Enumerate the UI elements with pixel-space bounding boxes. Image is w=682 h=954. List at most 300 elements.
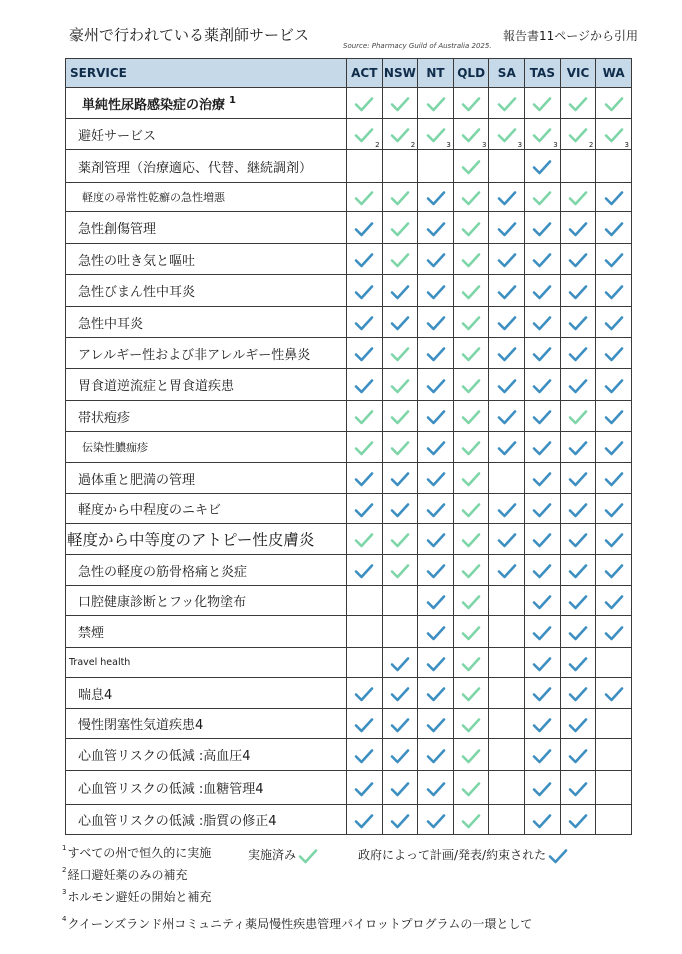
status-cell [596,709,632,739]
check-icon-planned [568,252,588,268]
check-icon-planned [532,221,552,237]
status-cell [489,212,525,244]
service-label: 伝染性膿痂疹 [66,432,347,463]
status-cell [525,183,561,212]
footnote-marker: 3 [553,141,558,149]
check-icon-planned [568,563,588,579]
footnotes-and-legend [58,842,658,952]
check-icon-planned [354,284,374,300]
table-row [66,150,632,183]
status-cell [560,432,596,463]
status-cell [489,616,525,648]
status-cell [560,275,596,307]
status-cell [560,771,596,805]
check-icon-planned [354,781,374,797]
check-icon-planned [497,252,517,268]
check-icon-planned [497,532,517,548]
check-icon-planned [532,563,552,579]
check-icon-done [461,252,481,268]
status-cell [489,338,525,369]
check-icon-done [461,440,481,456]
status-cell [596,648,632,678]
check-icon-planned [426,409,446,425]
check-icon-planned [568,625,588,641]
status-cell [418,648,454,678]
status-cell [382,771,418,805]
status-cell [418,463,454,494]
table-row [66,244,632,275]
check-icon-planned [426,252,446,268]
status-cell [596,616,632,648]
check-icon-planned [426,625,446,641]
service-label: 口腔健康診断とフッ化物塗布 [66,586,347,616]
check-icon-planned [354,563,374,579]
status-cell [346,648,382,678]
check-icon-planned [568,378,588,394]
check-icon-planned [497,190,517,206]
status-cell [418,338,454,369]
check-icon-planned [568,813,588,829]
status-cell [525,805,561,835]
check-icon-planned [426,502,446,518]
check-icon-planned [604,532,624,548]
check-icon-planned [426,656,446,672]
status-cell [525,678,561,709]
check-icon-planned [604,346,624,362]
check-icon-done [461,190,481,206]
footnote-marker: 3 [446,141,451,149]
status-cell [489,805,525,835]
status-cell [418,369,454,401]
status-cell [560,150,596,183]
status-cell [418,119,454,150]
check-icon-done [426,127,446,143]
state-header: NT [418,59,454,88]
status-cell [560,709,596,739]
status-cell [382,463,418,494]
status-cell [596,212,632,244]
status-cell [382,739,418,771]
status-cell [560,369,596,401]
footnote-marker: 3 [517,141,523,149]
check-icon-planned [568,781,588,797]
status-cell [596,183,632,212]
footnote-marker: 2 [588,141,594,149]
check-icon-planned [604,686,624,702]
status-cell [596,494,632,524]
status-cell [596,307,632,338]
status-cell [560,463,596,494]
status-cell [382,616,418,648]
check-icon-done [390,440,410,456]
table-row [66,275,632,307]
status-cell [382,183,418,212]
check-icon-planned [390,471,410,487]
check-icon-done [461,221,481,237]
status-cell [346,369,382,401]
check-icon-planned [426,686,446,702]
status-cell [418,805,454,835]
check-icon-planned [532,686,552,702]
status-cell [418,771,454,805]
status-cell [489,275,525,307]
check-icon-planned [390,315,410,331]
check-icon-planned [604,440,624,456]
status-cell [418,212,454,244]
status-cell [596,805,632,835]
status-cell [346,307,382,338]
status-cell [418,555,454,586]
check-icon-planned [354,315,374,331]
status-cell [560,586,596,616]
status-cell [418,244,454,275]
check-icon-planned [568,471,588,487]
check-icon-planned [390,502,410,518]
check-icon-planned [354,221,374,237]
check-icon-planned [497,502,517,518]
check-icon-done [354,409,374,425]
status-cell [560,183,596,212]
check-icon-done [568,190,588,206]
status-cell [346,183,382,212]
status-cell [525,88,561,119]
check-icon-planned [390,813,410,829]
check-icon-planned [390,748,410,764]
status-cell [489,678,525,709]
check-icon-planned [426,594,446,610]
status-cell [453,524,489,555]
status-cell [382,88,418,119]
status-cell [525,524,561,555]
check-icon-done [354,127,374,143]
status-cell [489,150,525,183]
check-icon-done [461,127,481,143]
check-icon-planned [426,471,446,487]
check-icon-planned [354,471,374,487]
status-cell [525,275,561,307]
check-icon-planned [426,748,446,764]
status-cell [453,88,489,119]
check-icon-planned [568,532,588,548]
service-label: 急性中耳炎 [66,307,347,338]
check-icon-done [390,346,410,362]
check-icon-done [390,378,410,394]
status-cell [489,524,525,555]
table-row [66,212,632,244]
status-cell [596,432,632,463]
status-cell [418,739,454,771]
status-cell [525,119,561,150]
status-cell [382,244,418,275]
status-cell [346,771,382,805]
check-icon-done [461,781,481,797]
status-cell [346,338,382,369]
footnote-3: $^3$ホルモン避妊の開始と補充 [62,888,212,904]
status-cell [453,369,489,401]
table-row [66,432,632,463]
footnote-marker: 3 [481,141,487,149]
status-cell [560,212,596,244]
status-cell [418,709,454,739]
status-cell [596,401,632,432]
status-cell [560,494,596,524]
status-cell [489,119,525,150]
check-icon-planned [497,409,517,425]
status-cell [525,307,561,338]
status-cell [525,463,561,494]
table-row [66,648,632,678]
check-icon-planned [604,284,624,300]
status-cell [560,805,596,835]
check-icon-done [461,813,481,829]
check-icon-planned [604,252,624,268]
check-icon-done [354,190,374,206]
status-cell [453,275,489,307]
status-cell [346,616,382,648]
check-icon-planned [354,378,374,394]
check-icon-planned [426,563,446,579]
status-cell [382,709,418,739]
status-cell [525,586,561,616]
status-cell [525,494,561,524]
check-icon-planned [354,748,374,764]
check-icon-planned [604,502,624,518]
check-icon-done [532,190,552,206]
status-cell [489,771,525,805]
check-icon-planned [532,502,552,518]
service-label: 胃食道逆流症と胃食道疾患 [66,369,347,401]
status-cell [346,88,382,119]
check-icon-done [298,848,318,864]
check-icon-planned [354,252,374,268]
check-icon-planned [497,378,517,394]
status-cell [489,432,525,463]
table-row [66,555,632,586]
check-icon-done [461,625,481,641]
status-cell [560,739,596,771]
table-row [66,524,632,555]
check-icon-planned [568,502,588,518]
status-cell [560,555,596,586]
status-cell [453,678,489,709]
status-cell [453,555,489,586]
table-row [66,616,632,648]
service-label: 禁煙 [66,616,347,648]
check-icon-planned [532,532,552,548]
service-label: 急性の吐き気と嘔吐 [66,244,347,275]
check-icon-done [461,409,481,425]
status-cell [453,648,489,678]
check-icon-done [497,127,517,143]
service-label: 過体重と肥満の管理 [66,463,347,494]
service-label: 急性の軽度の筋骨格痛と炎症 [66,555,347,586]
status-cell [453,183,489,212]
status-cell [489,244,525,275]
check-icon-planned [497,315,517,331]
check-icon-planned [426,221,446,237]
state-header: VIC [560,59,596,88]
check-icon-planned [497,563,517,579]
status-cell [382,150,418,183]
check-icon-planned [426,284,446,300]
status-cell [489,586,525,616]
service-label: 心血管リスクの低減 :脂質の修正4 [66,805,347,835]
status-cell [596,739,632,771]
status-cell [382,369,418,401]
service-label: 単純性尿路感染症の治療 $^1$ [66,88,347,119]
status-cell [418,432,454,463]
check-icon-done [461,563,481,579]
page-title: 豪州で行われている薬剤師サービス [69,26,310,44]
source-note: Source: Pharmacy Guild of Australia 2025. [343,42,492,50]
status-cell [346,678,382,709]
status-cell [382,432,418,463]
check-icon-planned [532,656,552,672]
status-cell [346,401,382,432]
status-cell [418,586,454,616]
status-cell [453,244,489,275]
check-icon-done [604,127,624,143]
status-cell [382,586,418,616]
status-cell [382,555,418,586]
check-icon-planned [568,717,588,733]
check-icon-done [390,409,410,425]
check-icon-planned [354,717,374,733]
check-icon-planned [532,378,552,394]
check-icon-planned [532,594,552,610]
check-icon-planned [604,221,624,237]
check-icon-planned [532,315,552,331]
check-icon-planned [568,748,588,764]
footnote-marker: 3 [624,141,629,149]
check-icon-planned [497,440,517,456]
status-cell [489,739,525,771]
check-icon-done [390,532,410,548]
status-cell [382,119,418,150]
status-cell [453,150,489,183]
status-cell [453,739,489,771]
status-cell [525,338,561,369]
table-row [66,709,632,739]
service-label: Travel health [66,648,347,678]
footnote-1: $^1$すべての州で恒久的に実施 [62,844,212,860]
table-row [66,586,632,616]
footnote-marker: 2 [375,141,380,149]
state-header: QLD [453,59,489,88]
status-cell [560,616,596,648]
status-cell [489,463,525,494]
status-cell [453,338,489,369]
status-cell [382,338,418,369]
check-icon-done [568,409,588,425]
status-cell [560,244,596,275]
status-cell [596,678,632,709]
state-header: ACT [346,59,382,88]
status-cell [489,369,525,401]
check-icon-planned [532,625,552,641]
check-icon-done [604,96,624,112]
check-icon-planned [426,781,446,797]
status-cell [382,678,418,709]
check-icon-planned [497,346,517,362]
check-icon-done [568,127,588,143]
table-row [66,369,632,401]
status-cell [525,401,561,432]
table-header-row [66,59,632,88]
status-cell [346,212,382,244]
status-cell [525,244,561,275]
status-cell [596,586,632,616]
status-cell [346,709,382,739]
citation-note: 報告書11ページから引用 [503,29,639,43]
table-row [66,307,632,338]
status-cell [418,678,454,709]
check-icon-done [390,563,410,579]
check-icon-planned [354,346,374,362]
check-icon-planned [604,625,624,641]
check-icon-done [461,594,481,610]
status-cell [346,275,382,307]
status-cell [453,771,489,805]
check-icon-planned [568,440,588,456]
status-cell [489,648,525,678]
table-row [66,494,632,524]
status-cell [418,524,454,555]
check-icon-done [461,686,481,702]
service-label: 喘息4 [66,678,347,709]
check-icon-done [390,190,410,206]
status-cell [489,307,525,338]
status-cell [525,369,561,401]
status-cell [382,494,418,524]
status-cell [525,648,561,678]
check-icon-planned [497,221,517,237]
status-cell [382,275,418,307]
status-cell [596,119,632,150]
check-icon-done [354,532,374,548]
status-cell [382,648,418,678]
check-icon-done [461,378,481,394]
status-cell [418,401,454,432]
status-cell [489,401,525,432]
status-cell [453,805,489,835]
service-label: 急性創傷管理 [66,212,347,244]
status-cell [418,183,454,212]
status-cell [453,463,489,494]
state-header: WA [596,59,632,88]
state-header: SA [489,59,525,88]
check-icon-planned [604,315,624,331]
status-cell [560,648,596,678]
check-icon-done [390,252,410,268]
service-label: 心血管リスクの低減 :血糖管理4 [66,771,347,805]
status-cell [596,88,632,119]
status-cell [382,524,418,555]
table-row [66,401,632,432]
status-cell [596,369,632,401]
check-icon-done [426,96,446,112]
status-cell [560,307,596,338]
status-cell [382,212,418,244]
status-cell [418,307,454,338]
status-cell [382,805,418,835]
status-cell [560,401,596,432]
status-cell [525,555,561,586]
status-cell [453,616,489,648]
check-icon-done [390,221,410,237]
check-icon-planned [390,686,410,702]
status-cell [453,586,489,616]
